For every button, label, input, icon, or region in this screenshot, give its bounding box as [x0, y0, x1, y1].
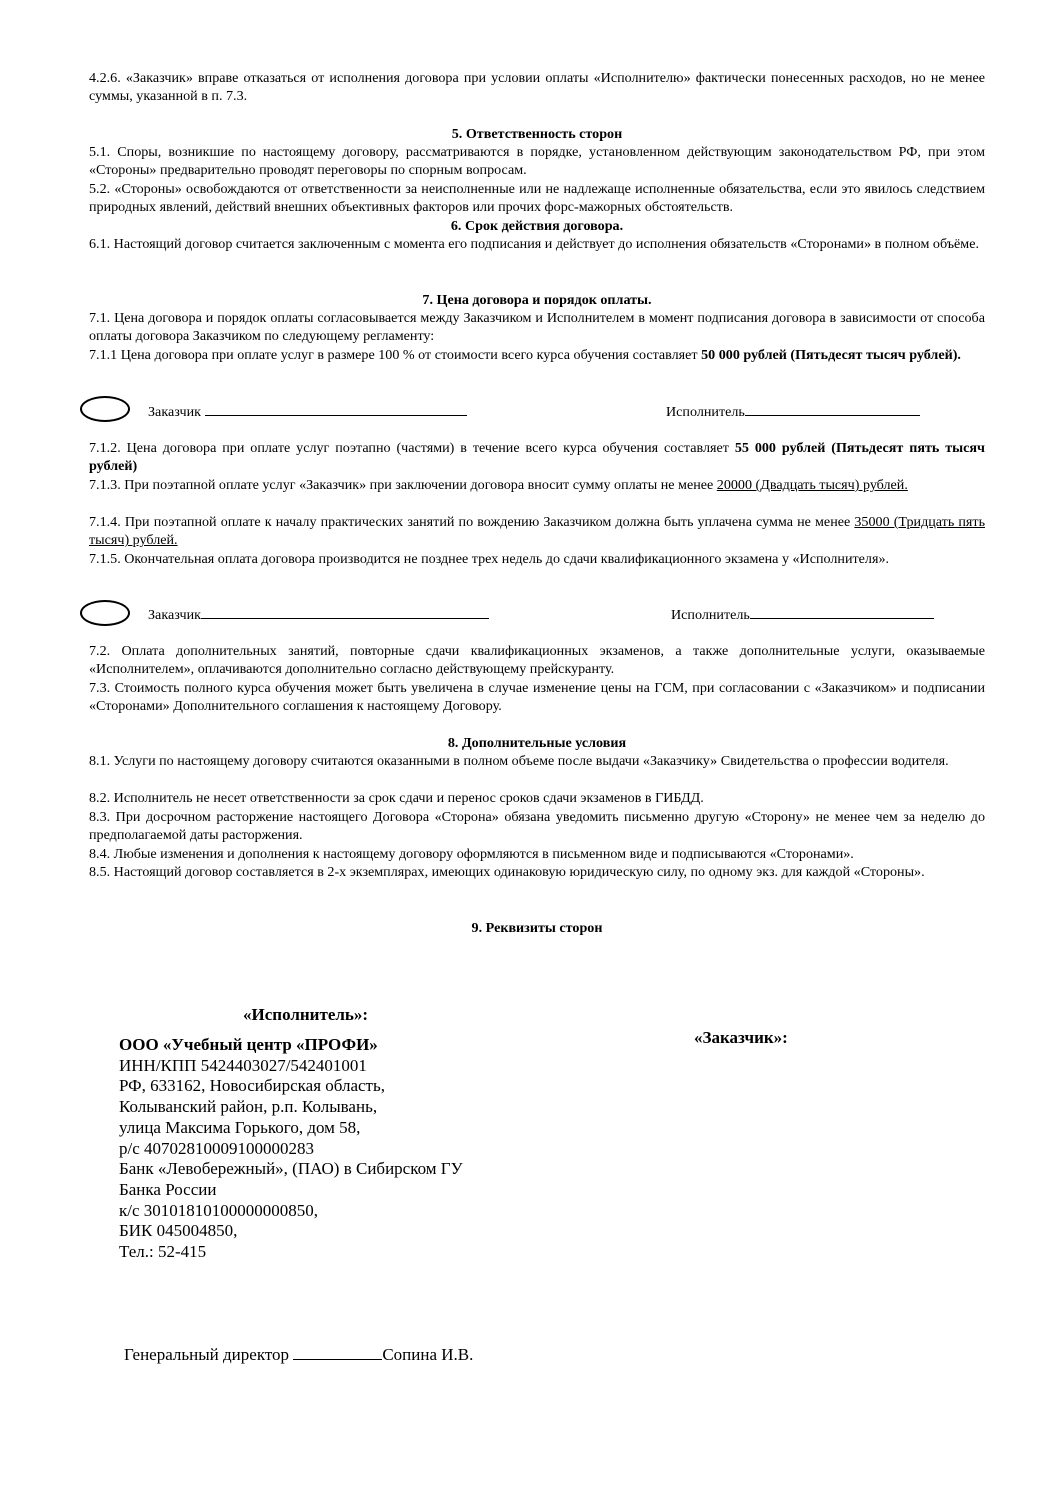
clause-7-1-1-text: 7.1.1 Цена договора при оплате услуг в размере 100 % от стоимости всего курса обучения составляет — [89, 347, 702, 363]
executor-details — [119, 1035, 599, 1263]
clause-7-1-2-text: 7.1.2. Цена договора при оплате услуг поэтапно (частями) в течение всего курса обучения составляет — [89, 440, 735, 456]
executor-company-name: ООО «Учебный центр «ПРОФИ» — [119, 1035, 378, 1054]
clause-8-1: 8.1. Услуги по настоящему договору считаются оказанными в полном объеме после выдачи «Заказчику» Свидетельства о профессии водителя. — [89, 753, 949, 769]
clause-7-1-2 — [89, 439, 985, 476]
clause-7-1-5: 7.1.5. Окончательная оплата договора производится не позднее трех недель до сдачи квалификационного экзамена у «Исполнителя». — [89, 551, 890, 567]
executor-signature-1-label: Исполнитель — [666, 404, 745, 420]
clause-7-1-2-amount: 55 000 рублей (Пятьдесят пять тысяч рублей) — [89, 440, 985, 475]
section-6-title: 6. Срок действия договора. — [450, 218, 624, 234]
director-signature-line — [293, 1344, 382, 1360]
clause-6-1: 6.1. Настоящий договор считается заключенным с момента его подписания и действует до исполнения обязательств «Сторонами» в полном объёме. — [89, 236, 980, 252]
clause-7-1-1-amount: 50 000 рублей (Пятьдесят тысяч рублей). — [701, 347, 961, 363]
executor-signature-1 — [666, 402, 920, 421]
customer-signature-2-label: Заказчик — [148, 607, 201, 623]
clause-7-1-1 — [89, 346, 985, 364]
clause-7-1-4-amount: 35000 (Тридцать пять тысяч) рублей. — [89, 514, 985, 549]
clause-5-1: 5.1. Споры, возникшие по настоящему договору, рассматриваются в порядке, установленном действующим законодательством РФ, при этом «Стороны» предварительно проводят переговоры по спорным вопросам. — [89, 144, 985, 179]
clause-7-1-3 — [89, 476, 985, 494]
clause-8-5: 8.5. Настоящий договор составляется в 2-х экземплярах, имеющих одинаковую юридическую силу, по одному экз. для каждой «Стороны». — [89, 864, 925, 880]
executor-address-line-2: Колыванский район, р.п. Колывань, — [119, 1097, 378, 1117]
section-7-title: 7. Цена договора и порядок оплаты. — [422, 292, 652, 308]
executor-phone: Тел.: 52-415 — [119, 1242, 207, 1262]
executor-account: р/с 40702810009100000283 — [119, 1138, 315, 1158]
clause-7-1-4-text: 7.1.4. При поэтапной оплате к началу практических занятий по вождению Заказчиком должна быть уплачена сумма не менее — [89, 514, 855, 530]
executor-signature-2-label: Исполнитель — [671, 607, 750, 623]
director-signature — [124, 1344, 473, 1365]
oval-mark-1 — [80, 396, 130, 422]
executor-inn-kpp: ИНН/КПП 5424403027/542401001 — [119, 1055, 367, 1075]
director-name: Сопина И.В. — [382, 1345, 474, 1364]
customer-signature-1-line — [205, 402, 467, 416]
customer-signature-2-line — [201, 605, 489, 619]
section-9-title: 9. Реквизиты сторон — [471, 920, 603, 936]
clause-7-1-3-text: 7.1.3. При поэтапной оплате услуг «Заказчик» при заключении договора вносит сумму оплаты не менее — [89, 477, 717, 493]
customer-signature-1 — [148, 402, 467, 421]
executor-bank-line-2: Банка России — [119, 1179, 217, 1199]
executor-address-line-3: улица Максима Горького, дом 58, — [119, 1117, 361, 1137]
oval-mark-2 — [80, 600, 130, 626]
clause-7-1-3-amount: 20000 (Двадцать тысяч) рублей. — [716, 477, 908, 493]
executor-signature-2-line — [750, 605, 934, 619]
clause-8-2: 8.2. Исполнитель не несет ответственности за срок сдачи и перенос сроков сдачи экзаменов в ГИБДД. — [89, 790, 704, 806]
clause-8-3: 8.3. При досрочном расторжение настоящего Договора «Сторона» обязана уведомить письменно другую «Сторону» не менее чем за неделю до предполагаемой даты расторжения. — [89, 809, 985, 844]
section-8-title: 8. Дополнительные условия — [447, 735, 627, 751]
clause-5-2: 5.2. «Стороны» освобождаются от ответственности за неисполненные или не надлежаще исполненные обязательства, если это явилось следствием природных явлений, действий внешних объективных факторов или прочих форс-мажорных обстоятельств. — [89, 181, 985, 216]
customer-signature-2 — [148, 605, 489, 624]
clause-7-1-4 — [89, 513, 985, 550]
executor-signature-2 — [671, 605, 934, 624]
executor-label: «Исполнитель»: — [243, 1005, 369, 1024]
customer-label: «Заказчик»: — [694, 1028, 788, 1047]
clause-4-2-6: 4.2.6. «Заказчик» вправе отказаться от исполнения договора при условии оплаты «Исполнителю» фактически понесенных расходов, но не менее суммы, указанной в п. 7.3. — [89, 70, 985, 105]
executor-signature-1-line — [745, 402, 920, 416]
clause-7-1: 7.1. Цена договора и порядок оплаты согласовывается между Заказчиком и Исполнителем в момент подписания договора в зависимости от способа оплаты договора Заказчиком по следующему регламенту: — [89, 310, 985, 345]
clause-7-3: 7.3. Стоимость полного курса обучения может быть увеличена в случае изменение цены на ГСМ, при согласовании с «Заказчиком» и подписании «Сторонами» Дополнительного соглашения к настоящему Договору. — [89, 680, 985, 715]
director-label: Генеральный директор — [124, 1345, 294, 1364]
clause-8-4: 8.4. Любые изменения и дополнения к настоящему договору оформляются в письменном виде и подписываются «Сторонами». — [89, 846, 854, 862]
executor-bank-line-1: Банк «Левобережный», (ПАО) в Сибирском ГУ — [119, 1159, 463, 1179]
executor-address-line-1: РФ, 633162, Новосибирская область, — [119, 1076, 385, 1096]
clause-7-2: 7.2. Оплата дополнительных занятий, повторные сдачи квалификационных экзаменов, а также дополнительные услуги, оказываемые «Исполнителем», оплачиваются дополнительно согласно действующему прейскуранту. — [89, 643, 985, 678]
executor-corr-account: к/с 30101810100000000850, — [119, 1200, 319, 1220]
section-5-title: 5. Ответственность сторон — [451, 126, 623, 142]
customer-signature-1-label: Заказчик — [148, 404, 205, 420]
executor-bik: БИК 045004850, — [119, 1221, 238, 1241]
